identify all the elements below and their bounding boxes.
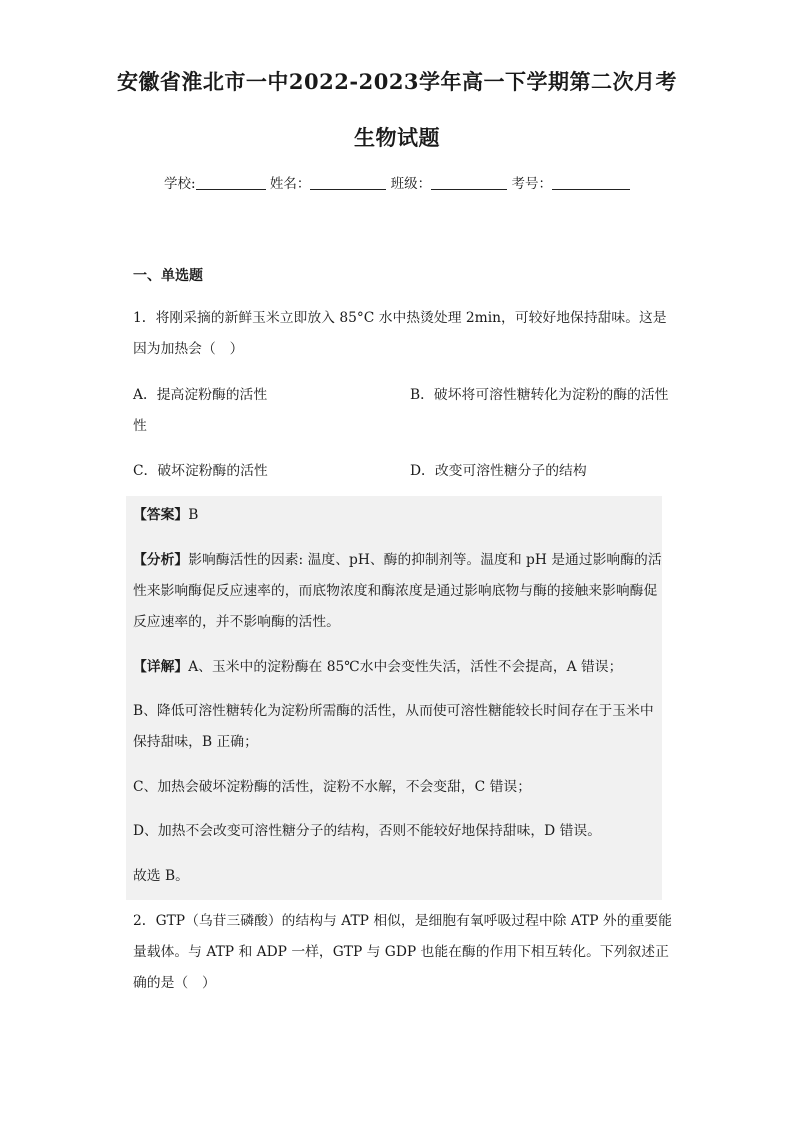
q1-analysis-line1 [133,548,662,568]
answer-value: B [188,507,199,523]
exam-number-blank[interactable] [552,175,630,190]
detail-a-text: A、玉米中的淀粉酶在 85℃水中会变性失活，活性不会提高，A 错误； [188,659,623,675]
school-label: 学校: [164,176,196,192]
q1-option-d: D．改变可溶性糖分子的结构 [410,463,587,479]
q2-stem-line1: 2．GTP（乌苷三磷酸）的结构与 ATP 相似，是细胞有氧呼吸过程中除 ATP 外的重要能 [133,913,672,929]
q1-detail-d: D、加热不会改变可溶性糖分子的结构，否则不能较好地保持甜味，D 错误。 [133,823,602,839]
school-blank[interactable] [196,175,266,190]
q2-stem-line3: 确的是（ ） [133,975,216,991]
q1-option-c: C．破坏淀粉酶的活性 [133,463,268,479]
q1-stem-line2: 因为加热会（ ） [133,341,244,357]
q1-analysis-line3: 反应速率的，并不影响酶的活性。 [133,614,340,630]
detail-tag: 【详解】 [133,659,189,675]
name-blank[interactable] [310,175,386,190]
q1-detail-c: C、加热会破坏淀粉酶的活性，淀粉不水解，不会变甜，C 错误； [133,779,532,795]
exam-number-label: 考号： [511,176,552,192]
section-heading: 一、单选题 [133,268,203,284]
exam-title: 安徽省淮北市一中2022-2023学年高一下学期第二次月考 [116,69,678,94]
name-label: 姓名： [269,176,311,192]
student-info-row [164,172,630,192]
analysis-text: 影响酶活性的因素: 温度、pH、酶的抑制剂等。温度和 pH 是通过影响酶的活 [188,552,662,568]
q1-answer [133,503,198,523]
q2-stem-line2: 量载体。与 ATP 和 ADP 一样，GTP 与 GDP 也能在酶的作用下相互转化。下列叙述正 [133,944,669,960]
q1-stem-line1: 1．将刚采摘的新鲜玉米立即放入 85°C 水中热烫处理 2min，可较好地保持甜味。这是 [133,310,667,326]
q1-detail-a [133,655,622,675]
q1-option-a: A．提高淀粉酶的活性 [133,387,268,403]
analysis-tag: 【分析】 [133,552,189,568]
q1-option-b: B．破坏将可溶性糖转化为淀粉的酶的活性 [410,387,669,403]
q1-detail-b-line2: 保持甜味，B 正确； [133,734,258,750]
q1-analysis-line2: 性来影响酶促反应速率的，而底物浓度和酶浓度是通过影响底物与酶的接触来影响酶促 [133,583,658,599]
class-blank[interactable] [431,175,507,190]
q1-detail-b-line1: B、降低可溶性糖转化为淀粉所需酶的活性，从而使可溶性糖能较长时间存在于玉米中 [133,703,654,719]
class-label: 班级： [390,176,432,192]
q1-conclusion: 故选 B。 [133,868,189,884]
q1-option-b-wrap: 性 [133,418,147,434]
answer-tag: 【答案】 [133,507,189,523]
subject-title: 生物试题 [354,125,440,150]
